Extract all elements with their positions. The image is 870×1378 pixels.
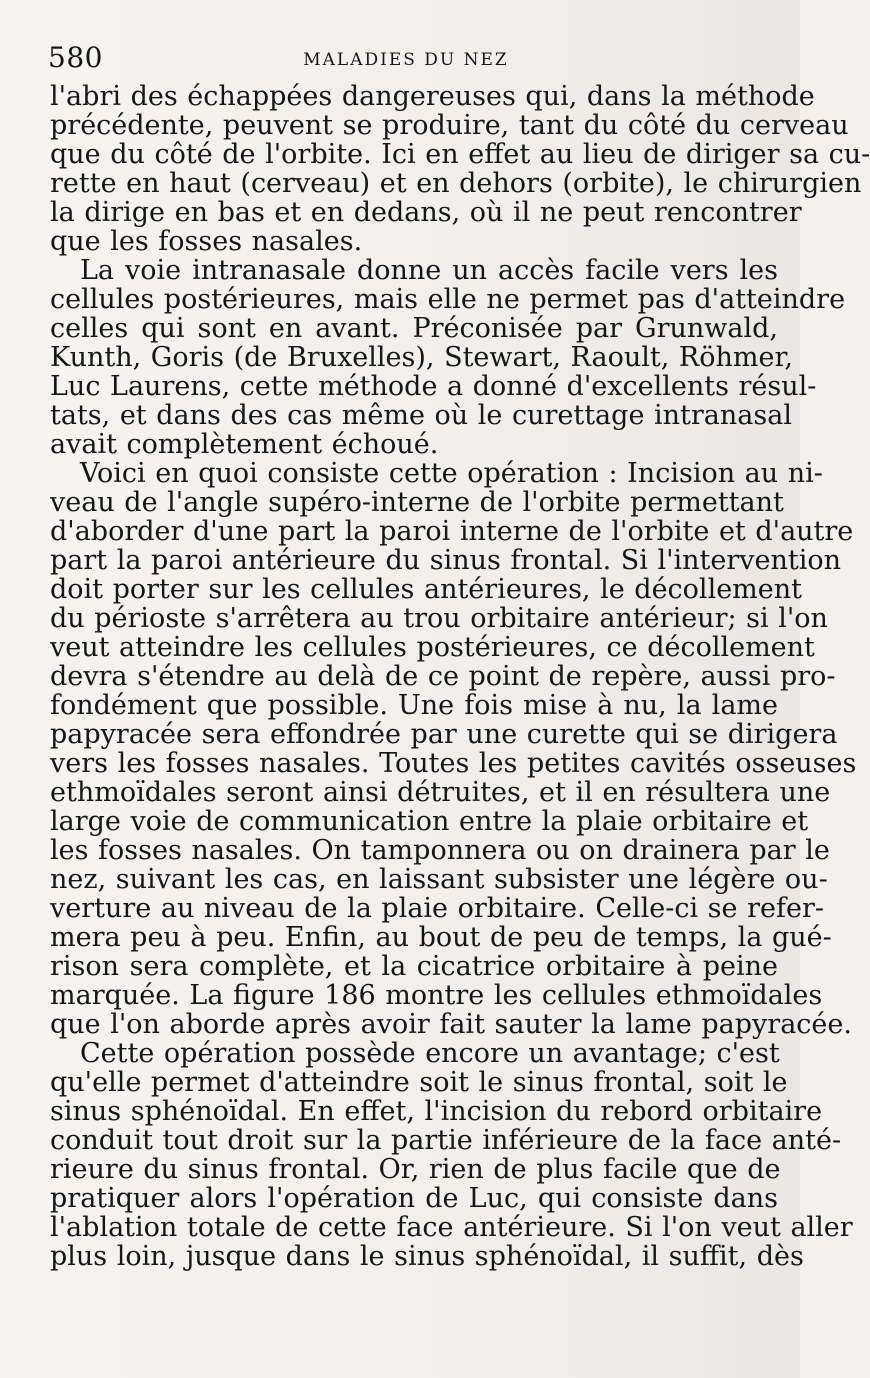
text-line: fondément que possible. Une fois mise à nu, la lame xyxy=(50,690,778,721)
text-line: marquée. La figure 186 montre les cellules ethmoïdales xyxy=(50,980,823,1011)
text-line: veau de l'angle supéro-interne de l'orbite permettant xyxy=(50,487,784,518)
text-line: qu'elle permet d'atteindre soit le sinus frontal, soit le xyxy=(50,1067,788,1098)
text-line: cellules postérieures, mais elle ne permet pas d'atteindre xyxy=(50,284,846,315)
text-line: l'ablation totale de cette face antérieure. Si l'on veut aller xyxy=(50,1212,853,1243)
body-text xyxy=(50,81,870,1272)
page-header xyxy=(48,40,788,80)
text-line: la dirige en bas et en dedans, où il ne peut rencontrer xyxy=(50,197,802,228)
text-line: doit porter sur les cellules antérieures, le décollement xyxy=(50,574,803,605)
text-line: devra s'étendre au delà de ce point de repère, aussi pro- xyxy=(50,661,836,692)
page-number: 580 xyxy=(48,41,103,74)
text-line: verture au niveau de la plaie orbitaire. Celle-ci se refer- xyxy=(50,893,824,924)
text-line: pratiquer alors l'opération de Luc, qui consiste dans xyxy=(50,1183,778,1214)
text-line: que l'on aborde après avoir fait sauter la lame papyracée. xyxy=(50,1009,852,1040)
paragraph-start-line: La voie intranasale donne un accès facile vers les xyxy=(80,255,778,286)
text-line: avait complètement échoué. xyxy=(50,429,439,460)
text-line: part la paroi antérieure du sinus frontal. Si l'intervention xyxy=(50,545,842,576)
text-line: rieure du sinus frontal. Or, rien de plus facile que de xyxy=(50,1154,781,1185)
text-line: du périoste s'arrêtera au trou orbitaire antérieur; si l'on xyxy=(50,603,828,634)
text-line: d'aborder d'une part la paroi interne de l'orbite et d'autre xyxy=(50,516,854,547)
text-line: précédente, peuvent se produire, tant du côté du cerveau xyxy=(50,110,849,141)
text-line: Kunth, Goris (de Bruxelles), Stewart, Raoult, Röhmer, xyxy=(50,342,793,373)
text-line: rette en haut (cerveau) et en dehors (orbite), le chirurgien xyxy=(50,168,862,199)
text-line: les fosses nasales. On tamponnera ou on drainera par le xyxy=(50,835,830,866)
text-line: que du côté de l'orbite. Ici en effet au lieu de diriger sa cu- xyxy=(50,139,870,170)
text-line: mera peu à peu. Enfin, au bout de peu de temps, la gué- xyxy=(50,922,832,953)
text-line: large voie de communication entre la plaie orbitaire et xyxy=(50,806,809,837)
text-line: Luc Laurens, cette méthode a donné d'excellents résul- xyxy=(50,371,817,402)
text-line: rison sera complète, et la cicatrice orbitaire à peine xyxy=(50,951,778,982)
text-line: nez, suivant les cas, en laissant subsister une légère ou- xyxy=(50,864,828,895)
text-line: vers les fosses nasales. Toutes les petites cavités osseuses xyxy=(50,748,857,779)
text-line: celles qui sont en avant. Préconisée par Grunwald, xyxy=(50,313,778,344)
text-line: conduit tout droit sur la partie inférieure de la face anté- xyxy=(50,1125,842,1156)
text-line: plus loin, jusque dans le sinus sphénoïdal, il suffit, dès xyxy=(50,1241,804,1272)
text-line: l'abri des échappées dangereuses qui, dans la méthode xyxy=(50,81,815,112)
running-head: MALADIES DU NEZ xyxy=(303,50,509,70)
text-line: sinus sphénoïdal. En effet, l'incision du rebord orbitaire xyxy=(50,1096,823,1127)
text-line: veut atteindre les cellules postérieures, ce décollement xyxy=(50,632,815,663)
text-line: papyracée sera effondrée par une curette qui se dirigera xyxy=(50,719,838,750)
text-line: ethmoïdales seront ainsi détruites, et il en résultera une xyxy=(50,777,831,808)
paragraph-start-line: Cette opération possède encore un avantage; c'est xyxy=(80,1038,780,1069)
paragraph-start-line: Voici en quoi consiste cette opération : Incision au ni- xyxy=(80,458,823,489)
text-line: tats, et dans des cas même où le curettage intranasal xyxy=(50,400,792,431)
text-line: que les fosses nasales. xyxy=(50,226,363,257)
